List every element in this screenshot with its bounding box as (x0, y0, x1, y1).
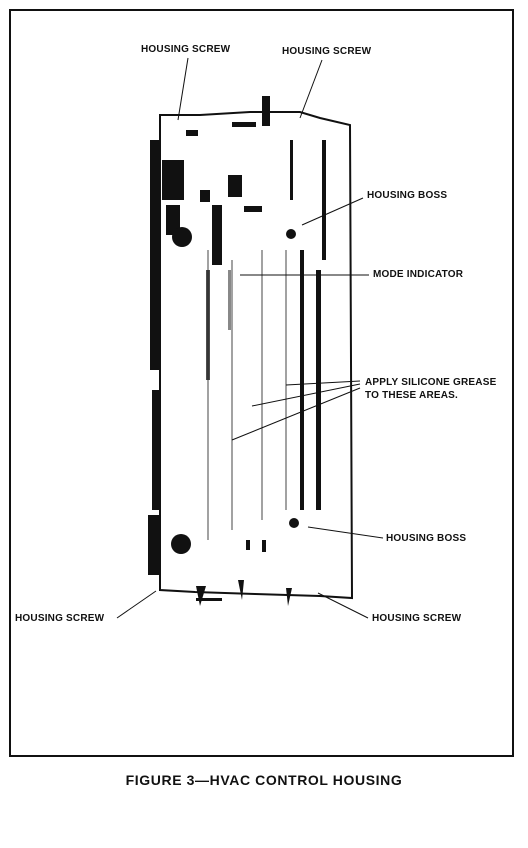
figure-caption: FIGURE 3—HVAC CONTROL HOUSING (125, 772, 403, 788)
label-housing-boss-lower: HOUSING BOSS (386, 533, 467, 544)
channel-shading (206, 270, 231, 380)
label-mode-indicator: MODE INDICATOR (373, 269, 464, 280)
mode-indicator-channel (208, 250, 286, 540)
housing-right-wall (290, 140, 326, 510)
housing-left-wall (148, 140, 184, 575)
label-housing-screw-bottom-left: HOUSING SCREW (15, 613, 105, 624)
label-housing-screw-top-left: HOUSING SCREW (141, 44, 231, 55)
label-silicone-grease-line1: APPLY SILICONE GREASE (365, 377, 497, 388)
label-housing-screw-top-right: HOUSING SCREW (282, 46, 372, 57)
label-housing-screw-bottom-right: HOUSING SCREW (372, 613, 462, 624)
top-mechanism (172, 96, 296, 265)
label-housing-boss-upper: HOUSING BOSS (367, 190, 448, 201)
label-silicone-grease-line2: TO THESE AREAS. (365, 390, 459, 401)
